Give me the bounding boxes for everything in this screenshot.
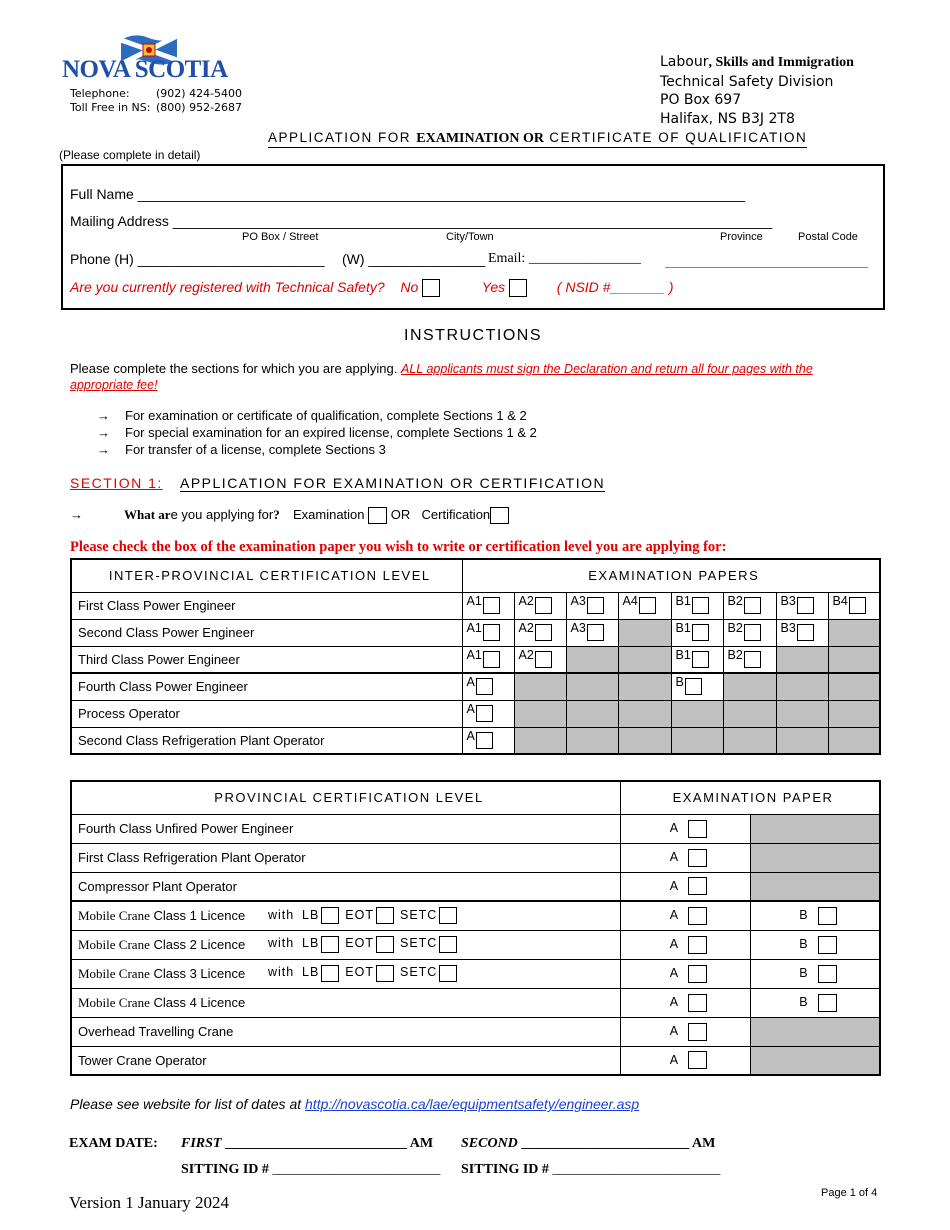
paper-checkbox[interactable] — [688, 965, 707, 983]
paper-checkbox[interactable] — [692, 597, 709, 614]
unavailable-cell — [566, 700, 618, 727]
paper-checkbox[interactable] — [476, 732, 493, 749]
unavailable-cell — [671, 700, 723, 727]
paper-cell[interactable] — [514, 619, 566, 646]
paper-cell[interactable] — [723, 646, 776, 673]
setc-label: SETC — [400, 907, 438, 922]
title-part2: EXAMINATION OR — [416, 131, 544, 146]
mobile-crane-label: Mobile Crane — [78, 965, 150, 981]
licence-class-label: Class 2 Licence — [149, 936, 246, 952]
unavailable-cell — [776, 727, 828, 754]
paper-checkbox[interactable] — [688, 877, 707, 895]
paper-cell[interactable] — [621, 959, 751, 988]
eot-checkbox[interactable] — [376, 936, 394, 953]
paper-cell[interactable] — [723, 619, 776, 646]
table-row — [71, 901, 880, 930]
sitting-id-label-2: SITTING ID # — [461, 1162, 549, 1177]
sitting-id-field-1[interactable]: ________________________ — [272, 1162, 441, 1177]
first-label: FIRST — [181, 1136, 222, 1151]
lb-checkbox[interactable] — [321, 936, 339, 953]
am-label-1: AM — [409, 1136, 434, 1151]
paper-cell[interactable] — [621, 814, 751, 843]
cert-level-name: Compressor Plant Operator — [71, 872, 621, 901]
paper-cell[interactable] — [671, 619, 723, 646]
table-row — [71, 592, 880, 619]
paper-cell[interactable] — [621, 1017, 751, 1046]
email-underline — [665, 267, 868, 268]
paper-label: B1 — [675, 620, 691, 635]
unavailable-cell — [566, 673, 618, 700]
header-cert-level: INTER-PROVINCIAL CERTIFICATION LEVEL — [71, 559, 462, 592]
am-label-2: AM — [692, 1136, 716, 1151]
mobile-crane-label: Mobile Crane — [78, 994, 150, 1010]
table-row — [71, 930, 880, 959]
licence-class-label: Class 1 Licence — [149, 907, 246, 923]
certification-label: Certification — [421, 507, 491, 522]
unavailable-cell — [514, 700, 566, 727]
paper-cell[interactable] — [462, 727, 514, 754]
cert-level-name: Fourth Class Unfired Power Engineer — [71, 814, 621, 843]
lb-checkbox[interactable] — [321, 907, 339, 924]
page-number: Page 1 of 4 — [821, 1187, 878, 1199]
sub-postal: Postal Code — [798, 231, 858, 243]
sub-province: Province — [720, 231, 763, 243]
unavailable-cell — [723, 673, 776, 700]
section1-label: SECTION 1: — [70, 475, 163, 491]
paper-checkbox[interactable] — [818, 907, 837, 925]
paper-cell[interactable] — [462, 646, 514, 673]
table-row — [71, 988, 880, 1017]
paper-label: A — [669, 849, 679, 864]
exam-date-label: EXAM DATE: — [69, 1136, 158, 1151]
provincial-table — [70, 780, 881, 1076]
paper-cell[interactable] — [750, 988, 880, 1017]
paper-checkbox[interactable] — [535, 624, 552, 641]
paper-cell[interactable] — [621, 1046, 751, 1075]
paper-label: A — [669, 994, 679, 1009]
office-address — [660, 53, 854, 128]
unavailable-cell — [828, 619, 880, 646]
paper-label: A — [669, 936, 679, 951]
mobile-crane-label: Mobile Crane — [78, 936, 150, 952]
cert-level-name: Fourth Class Power Engineer — [71, 673, 462, 700]
paper-label: B — [799, 994, 808, 1009]
paper-label: B1 — [675, 647, 691, 662]
paper-label: B — [799, 908, 808, 923]
list-item — [97, 441, 537, 458]
paper-checkbox[interactable] — [688, 936, 707, 954]
paper-checkbox[interactable] — [688, 1051, 707, 1069]
unavailable-cell — [514, 673, 566, 700]
logo-text: NOVA SCOTIA — [62, 56, 228, 83]
cert-level-name: Tower Crane Operator — [71, 1046, 621, 1075]
tollfree-label: Toll Free in NS: — [70, 101, 151, 114]
setc-label: SETC — [400, 965, 438, 980]
table-row — [71, 619, 880, 646]
licence-options — [268, 965, 463, 982]
paper-checkbox[interactable] — [476, 705, 493, 722]
with-label: with — [268, 907, 295, 922]
registered-question: Are you currently registered with Technical Safety? — [70, 279, 385, 295]
paper-checkbox[interactable] — [483, 651, 500, 668]
arrow-icon: → — [70, 507, 83, 522]
paper-label: A — [669, 908, 679, 923]
complete-note: (Please complete in detail) — [59, 148, 201, 162]
unavailable-cell — [566, 646, 618, 673]
header-exam-papers: EXAMINATION PAPERS — [462, 559, 880, 592]
setc-label: SETC — [400, 936, 438, 951]
unavailable-cell — [514, 727, 566, 754]
arrow-icon: → — [97, 425, 110, 440]
cert-level-name: First Class Power Engineer — [71, 592, 462, 619]
with-label: with — [268, 936, 295, 951]
mobile-crane-label: Mobile Crane — [78, 907, 150, 923]
paper-label: B2 — [727, 593, 743, 608]
paper-checkbox[interactable] — [818, 965, 837, 983]
sub-pobox: PO Box / Street — [242, 231, 319, 243]
paper-checkbox[interactable] — [688, 849, 707, 867]
unavailable-cell — [750, 843, 880, 872]
paper-checkbox[interactable] — [476, 678, 493, 695]
paper-checkbox[interactable] — [818, 994, 837, 1012]
paper-label: A3 — [570, 620, 586, 635]
paper-checkbox[interactable] — [688, 994, 707, 1012]
licence-class-label: Class 3 Licence — [149, 965, 246, 981]
title-part3: CERTIFICATE OF QUALIFICATION — [543, 130, 808, 145]
bullet-text: For examination or certificate of qualification, complete Sections 1 & 2 — [125, 408, 527, 423]
licence-options — [268, 936, 463, 953]
registered-no-checkbox[interactable] — [422, 279, 440, 297]
examination-label: Examination — [292, 507, 365, 522]
certification-checkbox[interactable] — [490, 507, 509, 524]
paper-checkbox[interactable] — [797, 597, 814, 614]
setc-checkbox[interactable] — [439, 907, 457, 924]
unavailable-cell — [750, 814, 880, 843]
paper-cell[interactable] — [671, 592, 723, 619]
tollfree-value: (800) 952-2687 — [156, 101, 243, 114]
paper-label: A — [669, 965, 679, 980]
paper-checkbox[interactable] — [744, 597, 761, 614]
paper-checkbox[interactable] — [587, 624, 604, 641]
lb-label: LB — [302, 936, 320, 951]
registered-yes-checkbox[interactable] — [509, 279, 527, 297]
setc-checkbox[interactable] — [439, 965, 457, 982]
paper-label: B — [675, 675, 684, 690]
paper-label: A2 — [518, 593, 534, 608]
instructions-intro: Please complete the sections for which you are applying. — [70, 361, 398, 376]
paper-cell[interactable] — [462, 673, 514, 700]
unavailable-cell — [618, 700, 671, 727]
second-sitting-field[interactable]: ________________________ — [521, 1136, 690, 1151]
paper-checkbox[interactable] — [797, 624, 814, 641]
table-row — [71, 646, 880, 673]
sitting-id-label-1: SITTING ID # — [181, 1162, 269, 1177]
paper-cell[interactable] — [750, 930, 880, 959]
unavailable-cell — [828, 646, 880, 673]
arrow-icon: → — [97, 408, 110, 423]
paper-label: A — [669, 1052, 679, 1067]
nova-scotia-logo — [62, 32, 242, 84]
cert-level-name: First Class Refrigeration Plant Operator — [71, 843, 621, 872]
address-line3: PO Box 697 — [660, 92, 742, 108]
paper-cell[interactable] — [618, 592, 671, 619]
paper-checkbox[interactable] — [483, 624, 500, 641]
licence-class-label: Class 4 Licence — [149, 994, 246, 1010]
table-row — [71, 1017, 880, 1046]
table-row — [71, 843, 880, 872]
website-text: Please see website for list of dates at — [70, 1096, 306, 1112]
unavailable-cell — [671, 727, 723, 754]
paper-label: A — [466, 701, 475, 716]
paper-cell[interactable] — [621, 843, 751, 872]
unavailable-cell — [723, 727, 776, 754]
paper-checkbox[interactable] — [692, 624, 709, 641]
question-c: ? — [273, 507, 280, 522]
instructions-list — [97, 407, 537, 458]
unavailable-cell — [828, 727, 880, 754]
paper-label: B3 — [780, 593, 796, 608]
cert-level-name — [71, 930, 621, 959]
address-line2: Technical Safety Division — [660, 73, 834, 90]
paper-cell[interactable] — [750, 959, 880, 988]
unavailable-cell — [750, 1046, 880, 1075]
with-label: with — [268, 965, 295, 980]
paper-cell[interactable] — [671, 646, 723, 673]
lb-label: LB — [302, 907, 320, 922]
paper-checkbox[interactable] — [688, 820, 707, 838]
cert-level-name — [71, 959, 621, 988]
paper-checkbox[interactable] — [535, 651, 552, 668]
version-label: Version 1 January 2024 — [69, 1193, 230, 1212]
paper-checkbox[interactable] — [685, 678, 702, 695]
full-name-field[interactable]: Full Name ______________________________________________________________________________ — [70, 186, 746, 202]
paper-label: A — [669, 878, 679, 893]
unavailable-cell — [618, 619, 671, 646]
cert-level-name: Third Class Power Engineer — [71, 646, 462, 673]
header-exam-paper: EXAMINATION PAPER — [621, 781, 881, 814]
paper-checkbox[interactable] — [688, 1023, 707, 1041]
cert-level-name: Process Operator — [71, 700, 462, 727]
paper-label: A — [466, 675, 475, 690]
table-row — [71, 727, 880, 754]
eot-label: EOT — [345, 907, 374, 922]
unavailable-cell — [723, 700, 776, 727]
paper-cell[interactable] — [621, 872, 751, 901]
paper-checkbox[interactable] — [692, 651, 709, 668]
paper-cell[interactable] — [621, 988, 751, 1017]
paper-cell[interactable] — [514, 646, 566, 673]
paper-label: A1 — [466, 593, 482, 608]
paper-label: B3 — [780, 620, 796, 635]
table-row — [71, 700, 880, 727]
question-a: What ar — [124, 507, 171, 522]
paper-cell[interactable] — [828, 592, 880, 619]
paper-cell[interactable] — [462, 619, 514, 646]
paper-cell[interactable] — [566, 592, 618, 619]
title-part1: APPLICATION FOR — [268, 130, 417, 145]
list-item — [97, 407, 537, 424]
unavailable-cell — [566, 727, 618, 754]
table-row — [71, 872, 880, 901]
unavailable-cell — [618, 646, 671, 673]
paper-checkbox[interactable] — [535, 597, 552, 614]
unavailable-cell — [776, 673, 828, 700]
bullet-text: For special examination for an expired license, complete Sections 1 & 2 — [125, 425, 537, 440]
paper-cell[interactable] — [776, 592, 828, 619]
paper-label: A1 — [466, 647, 482, 662]
paper-cell[interactable] — [462, 592, 514, 619]
address-line1-b: , Skills and Immigration — [708, 55, 854, 70]
paper-cell[interactable] — [462, 700, 514, 727]
list-item — [97, 424, 537, 441]
cert-level-name: Overhead Travelling Crane — [71, 1017, 621, 1046]
licence-options — [268, 907, 463, 924]
check-box-note: Please check the box of the examination paper you wish to write or certification level you are applying for: — [70, 539, 727, 555]
examination-checkbox[interactable] — [368, 507, 387, 524]
paper-checkbox[interactable] — [744, 651, 761, 668]
no-label: No — [400, 279, 419, 295]
paper-cell[interactable] — [776, 619, 828, 646]
sitting-id-field-2[interactable]: ________________________ — [552, 1162, 721, 1177]
cert-level-name — [71, 901, 621, 930]
unavailable-cell — [750, 1017, 880, 1046]
eot-label: EOT — [345, 936, 374, 951]
paper-checkbox[interactable] — [818, 936, 837, 954]
question-b: e you applying for — [170, 507, 274, 522]
paper-checkbox[interactable] — [849, 597, 866, 614]
paper-label: A — [466, 728, 475, 743]
bullet-text: For transfer of a license, complete Sections 3 — [125, 442, 386, 457]
paper-checkbox[interactable] — [639, 597, 656, 614]
instructions-intro-red: ALL applicants must sign the Declaration and return all four pages with the appropriate fee! — [70, 362, 813, 392]
paper-cell[interactable] — [621, 930, 751, 959]
section1-title: APPLICATION FOR EXAMINATION OR CERTIFICATION — [180, 475, 606, 491]
cert-level-name — [71, 988, 621, 1017]
mailing-address-field[interactable]: Mailing Address _____________________________________________________________________________ — [70, 213, 773, 229]
paper-label: B2 — [727, 647, 743, 662]
sub-city: City/Town — [446, 231, 494, 243]
paper-label: A — [669, 820, 679, 835]
second-label: SECOND — [461, 1136, 518, 1151]
unavailable-cell — [618, 727, 671, 754]
paper-cell[interactable] — [621, 901, 751, 930]
arrow-icon: → — [97, 442, 110, 457]
unavailable-cell — [776, 700, 828, 727]
eot-checkbox[interactable] — [376, 965, 394, 982]
cert-level-name: Second Class Refrigeration Plant Operator — [71, 727, 462, 754]
paper-label: B4 — [832, 593, 848, 608]
setc-checkbox[interactable] — [439, 936, 457, 953]
paper-checkbox[interactable] — [483, 597, 500, 614]
or-label: OR — [390, 507, 411, 522]
yes-label: Yes — [481, 279, 506, 295]
address-line4: Halifax, NS B3J 2T8 — [660, 110, 795, 127]
website-link[interactable]: http://novascotia.ca/lae/equipmentsafety/engineer.asp — [305, 1096, 640, 1112]
paper-label: A2 — [518, 647, 534, 662]
paper-checkbox[interactable] — [688, 907, 707, 925]
unavailable-cell — [828, 673, 880, 700]
header-provincial-level: PROVINCIAL CERTIFICATION LEVEL — [71, 781, 621, 814]
unavailable-cell — [828, 700, 880, 727]
paper-label: A4 — [622, 593, 638, 608]
lb-checkbox[interactable] — [321, 965, 339, 982]
paper-label: A3 — [570, 593, 586, 608]
cert-level-name: Second Class Power Engineer — [71, 619, 462, 646]
first-sitting-field[interactable]: __________________________ — [224, 1136, 407, 1151]
table-row — [71, 959, 880, 988]
paper-cell[interactable] — [671, 673, 723, 700]
phone-work-field[interactable]: (W) _______________ — [342, 251, 486, 267]
paper-cell[interactable] — [750, 901, 880, 930]
paper-cell[interactable] — [723, 592, 776, 619]
table-row — [71, 673, 880, 700]
table-header-row — [71, 781, 880, 814]
paper-cell[interactable] — [566, 619, 618, 646]
phone-label: Telephone: — [70, 87, 130, 100]
paper-label: B2 — [727, 620, 743, 635]
paper-checkbox[interactable] — [587, 597, 604, 614]
paper-label: B1 — [675, 593, 691, 608]
inter-provincial-table — [70, 558, 881, 755]
paper-label: B — [799, 965, 808, 980]
phone-value: (902) 424-5400 — [156, 87, 243, 100]
paper-label: A2 — [518, 620, 534, 635]
unavailable-cell — [750, 872, 880, 901]
unavailable-cell — [618, 673, 671, 700]
table-row — [71, 1046, 880, 1075]
instructions-heading: INSTRUCTIONS — [404, 327, 542, 344]
paper-label: A1 — [466, 620, 482, 635]
paper-label: A — [669, 1023, 679, 1038]
phone-home-field[interactable]: Phone (H) ________________________ — [70, 251, 325, 267]
eot-checkbox[interactable] — [376, 907, 394, 924]
paper-label: B — [799, 936, 808, 951]
table-header-row — [71, 559, 880, 592]
table-row — [71, 814, 880, 843]
paper-cell[interactable] — [514, 592, 566, 619]
nsid-field[interactable]: ( NSID #_______ ) — [556, 279, 674, 295]
page-title — [268, 130, 807, 148]
unavailable-cell — [776, 646, 828, 673]
lb-label: LB — [302, 965, 320, 980]
paper-checkbox[interactable] — [744, 624, 761, 641]
address-line1-a: Labour — [660, 54, 709, 70]
eot-label: EOT — [345, 965, 374, 980]
email-field[interactable]: Email: ________________ — [488, 251, 641, 266]
